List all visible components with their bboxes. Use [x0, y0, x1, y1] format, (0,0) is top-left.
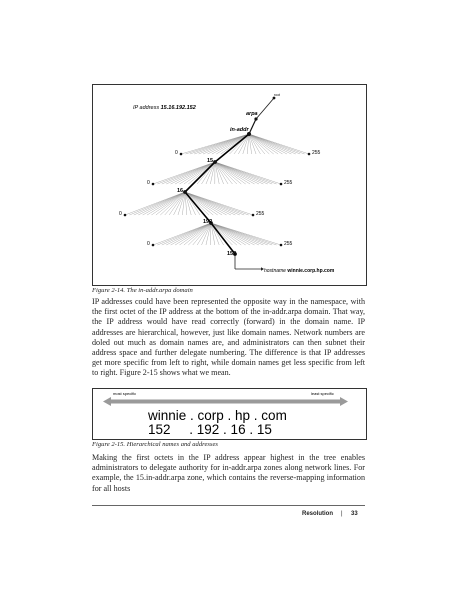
tree-branch [157, 162, 215, 184]
tree-branch [185, 192, 227, 215]
tree-branch [175, 223, 211, 245]
tree-edge [249, 119, 256, 134]
tree-branch [249, 134, 296, 154]
level2-left-label: 0 [147, 180, 150, 186]
running-footer-section: Resolution [302, 511, 333, 517]
most-specific-label: most specific [113, 391, 137, 396]
tree-branch [153, 223, 211, 245]
tree-branch [185, 192, 240, 215]
tree-branch [215, 162, 255, 184]
figure-caption: Figure 2-15. Hierarchical names and addresses [92, 441, 218, 448]
chosen-node [213, 160, 217, 164]
level1-right-label: 255 [312, 150, 321, 156]
level1-chosen-label: 15 [207, 158, 214, 164]
specificity-arrowhead-right-icon [313, 397, 348, 406]
body-paragraph: Making the first octets in the IP address appear highest in the tree enables administrators to delegate authority for in-addr.arpa zones along network lines. For example, the 15.in-addr.arpa zone, which contains the reverse-mapping information for all hosts [92, 453, 365, 493]
chosen-branch [185, 162, 215, 192]
tree-branch [215, 162, 250, 184]
level2-right-label: 255 [284, 180, 293, 186]
tree-branch [249, 134, 300, 154]
figure-hierarchical-names [92, 388, 367, 440]
tree-branch [185, 192, 231, 215]
tree-branch [185, 192, 213, 215]
level1-left-label: 0 [175, 150, 178, 156]
tree-branch [203, 134, 249, 154]
tree-branch [249, 134, 309, 154]
tree-branch [166, 223, 211, 245]
level3-chosen-label: 192 [203, 219, 213, 225]
leaf-node-0 [152, 183, 155, 186]
tree-branch [171, 223, 211, 245]
tree-branch [184, 223, 211, 245]
least-specific-label: least specific [311, 391, 334, 396]
leaf-node-255 [252, 214, 255, 217]
domain-name-line: winnie . corp . hp . com [148, 408, 287, 423]
tree-branch [165, 192, 185, 215]
tree-branch [129, 192, 185, 215]
tree-branch [125, 192, 185, 215]
tree-branch [249, 134, 278, 154]
tree-branch [188, 223, 211, 245]
tree-branch [249, 134, 305, 154]
tree-branch [153, 162, 215, 184]
leaf-node-0 [124, 214, 127, 217]
ip-address-label: IP address 15.16.192.152 [133, 105, 196, 111]
tree-branch [215, 162, 277, 184]
leaf-node-0 [180, 153, 183, 156]
level3-left-label: 0 [119, 211, 122, 217]
leaf-node-255 [280, 244, 283, 247]
tree-branch [181, 134, 249, 154]
figure-in-addr-arpa [92, 84, 367, 286]
tree-branch [210, 223, 211, 245]
page-number: 33 [351, 511, 358, 517]
level4-left-label: 0 [147, 241, 150, 247]
specificity-arrow-icon [103, 397, 313, 406]
level3-right-label: 255 [256, 211, 265, 217]
ip-address-line: 152 . 192 . 16 . 15 [148, 422, 272, 437]
tree-branch [194, 134, 249, 154]
specificity-diagram [93, 389, 366, 439]
tree-branch [215, 162, 281, 184]
tree-branch [175, 162, 215, 184]
tree-branch [211, 223, 277, 245]
tree-edge [256, 98, 274, 119]
tree-branch [138, 192, 185, 215]
tree-branch [249, 134, 283, 154]
tree-branch [211, 223, 246, 245]
tree-branch [156, 192, 185, 215]
leaf-node-0 [152, 244, 155, 247]
level4-right-label: 255 [284, 241, 293, 247]
tree-nodes [124, 97, 311, 271]
level4-chosen-label: 152 [227, 251, 237, 257]
hostname-label: hostname winnie.corp.hp.com [264, 268, 335, 274]
chosen-node [183, 190, 187, 194]
in-addr-label: in-addr [230, 127, 249, 133]
footer-separator: | [341, 511, 343, 517]
level2-chosen-label: 16 [177, 188, 184, 194]
tree-branch [166, 162, 215, 184]
root-node [273, 97, 276, 100]
arpa-node [254, 117, 257, 120]
leaf-node-255 [280, 183, 283, 186]
root-label: root [274, 93, 281, 97]
in-addr-tree-diagram [93, 85, 366, 285]
tree-branch [151, 192, 185, 215]
figure-caption: Figure 2-14. The in-addr.arpa domain [92, 287, 193, 294]
leaf-node-255 [308, 153, 311, 156]
tree-branch [162, 223, 211, 245]
body-paragraph: IP addresses could have been represented the opposite way in the namespace, with the first octet of the IP address at the bottom of the in-addr.arpa domain. That way, the IP address would have read correctly (forward) in the domain name. IP addresses are hierarchical, however, just like domain names. Network numbers are doled out much as domain names are, and administrators can then subnet their address space and further delegate numbering. The difference is that IP addresses get more specific from left to right, while domain names get less specific from left to right. Figure 2-15 shows what we mean. [92, 297, 365, 378]
tree-branch [134, 192, 185, 215]
footer-rule [92, 505, 365, 506]
tree-branch [249, 134, 269, 154]
tree-branch [211, 223, 259, 245]
arpa-label: arpa [246, 111, 258, 117]
